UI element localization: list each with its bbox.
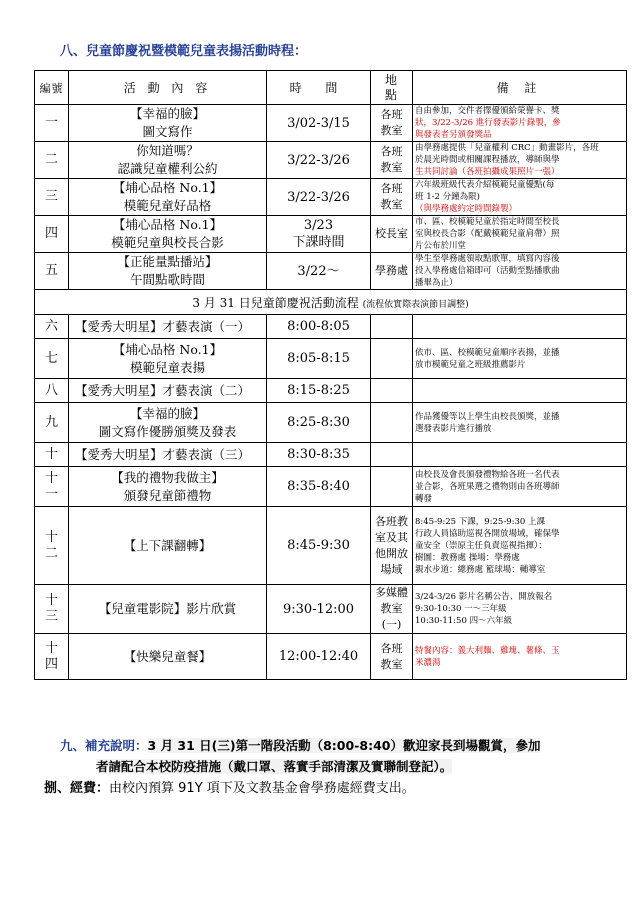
note-cell: [413, 339, 627, 379]
cell-line: 【兒童電影院】影片欣賞: [98, 601, 237, 616]
note-line: 依市、區、校模範兒童順序表揚，並播: [415, 347, 560, 358]
place-cell: [371, 634, 413, 680]
activity-cell: [69, 315, 267, 339]
note-line: （與學務處約定時間錄製）: [415, 204, 518, 214]
cell-line: 8:15-8:25: [287, 383, 350, 398]
cell-line: 模範兒童好品格: [123, 198, 212, 213]
note-line: 並合影，各班果選之禮物則由各班導師: [415, 481, 560, 492]
activity-cell: [69, 142, 267, 179]
cell-line: 【埔心品格 No.1】: [112, 217, 223, 232]
cell-line: 八: [44, 382, 58, 398]
note-line: 由學務處提供「兒童權利 CRC」動畫影片，各班: [415, 143, 599, 153]
cell-line: 五: [44, 263, 58, 278]
note-line: 由校長及會長頒發禮物給各班一名代表: [415, 469, 560, 480]
note-cell: [413, 315, 627, 339]
time-cell: [267, 467, 371, 507]
cell-line: 認識兒童權利公約: [117, 161, 218, 176]
activity-cell: [69, 403, 267, 443]
time-cell: [267, 216, 371, 253]
place-cell: [371, 179, 413, 216]
place-cell: [371, 253, 413, 290]
note-cell: [413, 142, 627, 179]
time-cell: [267, 585, 371, 634]
activity-cell: [69, 585, 267, 634]
place-cell: [371, 507, 413, 585]
cell-line: 教室: [380, 161, 403, 174]
cell-line: 教室: [380, 657, 403, 671]
row-number: [35, 315, 69, 339]
place-cell: [371, 585, 413, 634]
note-cell: [413, 179, 627, 216]
time-cell: [267, 443, 371, 467]
header-note: 備 註: [413, 71, 627, 105]
table-row: [35, 216, 627, 253]
cell-line: 午間點歌時間: [129, 272, 205, 287]
header-no: 編號: [35, 71, 69, 105]
row-number: [35, 179, 69, 216]
cell-line: 模範兒童與校長合影: [111, 235, 224, 250]
activity-cell: [69, 443, 267, 467]
time-cell: [267, 315, 371, 339]
table-row: [35, 379, 627, 403]
cell-line: 三: [44, 609, 58, 624]
cell-line: 六: [44, 318, 58, 334]
cell-line: 你知道嗎？: [136, 143, 199, 158]
note-line: 生共同討論（各班拍攝成果照片一張）: [415, 167, 560, 177]
cell-line: 8:45-9:30: [287, 538, 350, 553]
note-line: 播畢為止）: [415, 278, 458, 288]
row-number: [35, 507, 69, 585]
time-cell: [267, 339, 371, 379]
cell-line: 【埔心品格 No.1】: [112, 180, 223, 195]
cell-line: 3/22-3/26: [287, 189, 350, 205]
supplement-line-2: [60, 756, 640, 777]
cell-line: 十: [44, 470, 58, 486]
cell-line: 【愛秀大明星】才藝表演（三）: [75, 446, 251, 462]
cell-line: 3/02-3/15: [287, 115, 350, 131]
note-line: 狀，3/22-3/26 進行發表影片錄製，參: [415, 118, 561, 128]
note-line: 轉發: [415, 493, 433, 504]
cell-line: 各班: [380, 108, 403, 121]
note-line: 市、區、校模範兒童於指定時間至校長: [415, 217, 560, 227]
place-cell: [371, 216, 413, 253]
cell-line: 一: [44, 486, 58, 502]
table-row: [35, 339, 627, 379]
cell-line: 各班: [380, 182, 403, 195]
note-line: 投入學務處信箱即可（活動至點播歌曲: [415, 266, 560, 276]
activity-cell: [69, 253, 267, 290]
cell-line: 【愛秀大明星】才藝表演（一）: [75, 318, 251, 334]
supplement-line-1: [60, 735, 640, 756]
row-number: [35, 105, 69, 142]
cell-line: 各班: [380, 145, 403, 158]
note-line: 室與校長合影（配戴模範兒童肩帶）照: [415, 229, 560, 239]
table-row: [35, 142, 627, 179]
note-line: 童安全（崇原主任負責巡視指揮）：: [415, 540, 547, 551]
cell-line: 各班教: [375, 514, 408, 528]
table-row: [35, 315, 627, 339]
section-title: 八、兒童節慶祝暨模範兒童表揚活動時程：: [60, 44, 308, 59]
table-row: [35, 253, 627, 290]
flow-note: (流程依實際表演節目調整): [362, 299, 469, 310]
cell-line: 四: [44, 656, 58, 672]
note-line: 與發表者另頒發獎品: [415, 130, 492, 140]
place-cell: [371, 403, 413, 443]
time-cell: [267, 634, 371, 680]
schedule-table: [34, 70, 627, 680]
header-place: [371, 71, 413, 105]
supplement-text-2: 者請配合本校防疫措施（戴口罩、落實手部清潔及實聯制登記）。: [96, 759, 453, 774]
activity-cell: [69, 216, 267, 253]
cell-line: 多媒體: [375, 586, 408, 599]
pre-event-rows: [35, 105, 627, 290]
activity-cell: [69, 634, 267, 680]
cell-line: 室及其: [375, 530, 408, 544]
row-number: [35, 467, 69, 507]
row-number: [35, 403, 69, 443]
table-header-row: [35, 71, 627, 105]
note-line: 作品獲優等以上學生由校長頒獎，並播: [415, 411, 560, 422]
activity-cell: [69, 179, 267, 216]
cell-line: 【幸福的臉】: [129, 405, 205, 421]
note-cell: [413, 507, 627, 585]
activity-cell: [69, 339, 267, 379]
cell-line: 教室: [380, 198, 403, 211]
flow-title-cell: [35, 290, 627, 315]
place-cell: [371, 443, 413, 467]
cell-line: 學務處: [375, 264, 408, 277]
note-line: 放市模範兒童之班級推薦影片: [415, 359, 526, 370]
table-row: [35, 403, 627, 443]
row-number: [35, 216, 69, 253]
row-number: [35, 253, 69, 290]
note-cell: [413, 403, 627, 443]
cell-line: 一: [44, 115, 58, 130]
note-cell: [413, 253, 627, 290]
cell-line: 二: [44, 152, 58, 167]
cell-line: 十: [44, 446, 58, 462]
activity-cell: [69, 105, 267, 142]
header-place-line: 地: [384, 72, 398, 87]
cell-line: 【上下課翻轉】: [123, 537, 212, 553]
time-cell: [267, 507, 371, 585]
row-number: [35, 585, 69, 634]
note-line: 3/24-3/26 影片名稱公告、開放報名: [415, 592, 553, 602]
table-row: [35, 585, 627, 634]
note-cell: [413, 467, 627, 507]
time-cell: [267, 105, 371, 142]
cell-line: 九: [44, 414, 58, 430]
cell-line: 三: [44, 189, 58, 204]
table-row: [35, 634, 627, 680]
cell-line: 【愛秀大明星】才藝表演（二）: [75, 382, 251, 398]
table-row: [35, 467, 627, 507]
note-line: 六年級班級代表介紹模範兒童優點(每: [415, 180, 555, 190]
place-cell: [371, 105, 413, 142]
time-cell: [267, 142, 371, 179]
cell-line: 十: [44, 593, 58, 608]
activity-cell: [69, 507, 267, 585]
cell-line: 二: [44, 545, 58, 561]
time-cell: [267, 179, 371, 216]
note-cell: [413, 585, 627, 634]
cell-line: 圖文寫作優勝頒獎及發表: [98, 423, 237, 439]
cell-line: 四: [44, 226, 58, 241]
cell-line: 3/23: [303, 218, 334, 233]
note-line: 8:45-9:25 下課，9:25-9:30 上課: [415, 516, 545, 527]
budget-text: 由校內預算 91Y 項下及文教基金會學務處經費支出。: [109, 781, 415, 796]
cell-line: 各班: [380, 641, 403, 655]
cell-line: 【我的禮物我做主】: [111, 469, 224, 485]
cell-line: 【埔心品格 No.1】: [112, 341, 223, 357]
note-line: 選發表影片進行播放: [415, 423, 492, 434]
cell-line: 【正能量點播站】: [117, 254, 218, 269]
activity-cell: [69, 379, 267, 403]
table-row: [35, 179, 627, 216]
note-line: 行政人員協助巡視各開放場域，確保學: [415, 528, 560, 539]
flow-title: 3 月 31 日兒童節慶祝活動流程: [192, 295, 359, 310]
cell-line: 8:00-8:05: [287, 319, 350, 334]
cell-line: 12:00-12:40: [278, 649, 359, 664]
cell-line: 模範兒童表揚: [129, 359, 205, 375]
note-line: 片公布於川堂: [415, 241, 467, 251]
table-row: [35, 105, 627, 142]
cell-line: 3/22-3/26: [287, 152, 350, 168]
note-line: 自由參加，交件者擇優頒給榮譽卡、獎: [415, 106, 560, 116]
time-cell: [267, 403, 371, 443]
note-line: 班 1-2 分鐘為限): [415, 192, 480, 202]
time-cell: [267, 379, 371, 403]
cell-line: 場域: [380, 562, 403, 576]
note-line: 學生至學務處領取點歌單，填寫內容後: [415, 254, 560, 264]
row-number: [35, 142, 69, 179]
row-number: [35, 634, 69, 680]
header-place-line: 點: [384, 87, 398, 102]
cell-line: 8:25-8:30: [287, 415, 350, 430]
cell-line: 8:35-8:40: [287, 479, 350, 494]
note-cell: [413, 105, 627, 142]
cell-line: 七: [44, 350, 58, 366]
event-day-rows: [35, 315, 627, 680]
note-line: 樹圖：教務處 操場：學務處: [415, 552, 520, 563]
cell-line: 下課時間: [292, 235, 345, 250]
cell-line: 【快樂兒童餐】: [123, 648, 212, 664]
cell-line: 圖文寫作: [142, 124, 193, 139]
note-line: 特餐內容：義大利麵、雞塊、薯條、玉: [415, 645, 560, 656]
flow-title-row: [35, 290, 627, 315]
supplement-label: 九、補充說明：: [60, 738, 148, 753]
supplement: [60, 735, 640, 777]
cell-line: 他開放: [375, 546, 408, 560]
cell-line: 十: [44, 640, 58, 656]
note-line: 米濃湯: [415, 657, 441, 668]
row-number: [35, 379, 69, 403]
header-time: 時 間: [267, 71, 371, 105]
note-cell: [413, 216, 627, 253]
note-line: 10:30-11:50 四～六年級: [415, 616, 513, 626]
cell-line: 9:30-12:00: [282, 601, 355, 617]
note-cell: [413, 443, 627, 467]
supplement-text-1: 3 月 31 日(三)第一階段活動（8:00-8:40）歡迎家長到場觀賞，參加: [147, 738, 541, 753]
note-cell: [413, 379, 627, 403]
header-activity: 活 動 內 容: [69, 71, 267, 105]
table-row: [35, 443, 627, 467]
place-cell: [371, 339, 413, 379]
cell-line: 教室: [380, 124, 403, 137]
table-row: [35, 507, 627, 585]
cell-line: 3/22～: [297, 263, 340, 279]
place-cell: [371, 315, 413, 339]
cell-line: (一): [381, 618, 402, 631]
place-cell: [371, 379, 413, 403]
row-number: [35, 443, 69, 467]
row-number: [35, 339, 69, 379]
cell-line: 8:30-8:35: [287, 447, 350, 462]
cell-line: 【幸福的臉】: [129, 106, 205, 121]
place-cell: [371, 467, 413, 507]
note-cell: [413, 634, 627, 680]
cell-line: 校長室: [375, 227, 408, 240]
place-cell: [371, 142, 413, 179]
cell-line: 8:05-8:15: [287, 351, 350, 366]
cell-line: 頒發兒童節禮物: [123, 487, 212, 503]
cell-line: 十: [44, 529, 58, 545]
note-line: 9:30-10:30 一～三年級: [415, 604, 507, 614]
note-line: 親水步道：總務處 籃球場：輔導室: [415, 564, 546, 575]
budget: [44, 777, 415, 796]
activity-cell: [69, 467, 267, 507]
note-line: 於晨光時間或相關課程播放，導師與學: [415, 155, 560, 165]
budget-label: 捌、經費：: [44, 781, 110, 796]
time-cell: [267, 253, 371, 290]
cell-line: 教室: [380, 602, 403, 615]
